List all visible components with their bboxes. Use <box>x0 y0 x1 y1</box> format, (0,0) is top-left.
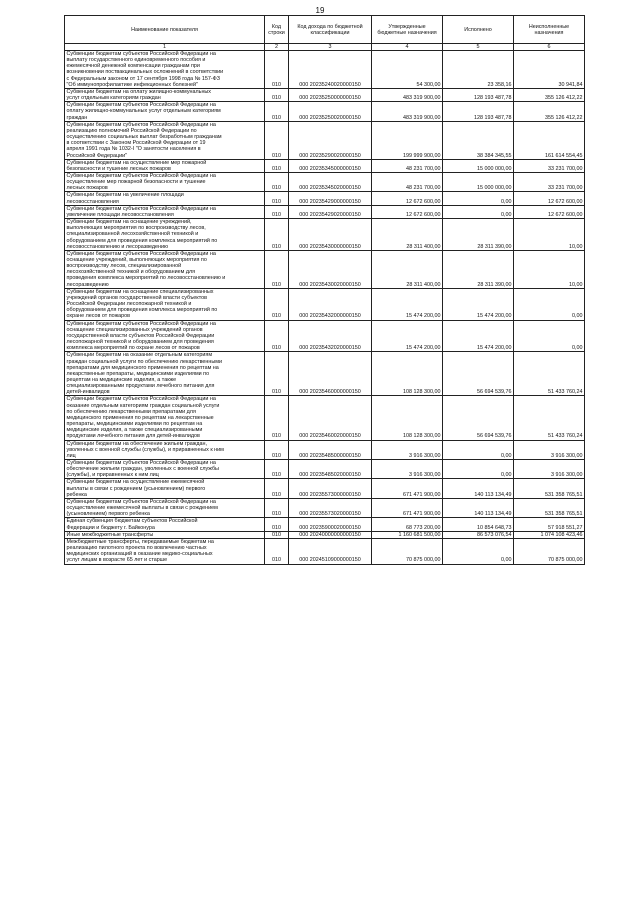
row-approved-cell: 12 672 600,00 <box>372 205 443 218</box>
row-name-cell: Межбюджетные трансферты, передаваемые бюджетам на реализацию пилотного проекта по вовлечению частных медицинских организаций в оказание медико-социальных услуг лицам в возрасте 65 лет и старше <box>65 538 265 564</box>
row-executed-cell: 28 311 390,00 <box>443 219 514 251</box>
table-row <box>65 538 585 564</box>
row-line-code-cell: 010 <box>265 172 289 191</box>
table-row <box>65 531 585 538</box>
row-line-code-cell: 010 <box>265 320 289 352</box>
row-line-code-cell: 010 <box>265 250 289 288</box>
row-line-code-cell: 010 <box>265 396 289 440</box>
row-income-code-cell: 000 20235573020000150 <box>289 498 372 517</box>
row-name-cell: Субвенции бюджетам на осуществление мер пожарной безопасности и тушение лесных пожаров <box>65 159 265 172</box>
row-name-cell: Иные межбюджетные трансферты <box>65 531 265 538</box>
row-unexecuted-cell: 3 916 300,00 <box>514 440 585 459</box>
row-executed-cell: 56 694 539,76 <box>443 396 514 440</box>
row-executed-cell: 0,00 <box>443 192 514 205</box>
row-executed-cell: 128 193 487,78 <box>443 102 514 121</box>
row-name-cell: Субвенции бюджетам субъектов Российской Федерации на оснащение учреждений, выполняющих мероприятия по воспроизводству лесов, специализированной лесохозяйственной техникой и оборудованием для проведения комплекса мероприятий по лесовосстановлению и лесоразведению <box>65 250 265 288</box>
table-row <box>65 460 585 479</box>
table-row <box>65 320 585 352</box>
row-approved-cell: 54 300,00 <box>372 51 443 89</box>
table-row <box>65 205 585 218</box>
row-unexecuted-cell: 51 433 760,24 <box>514 352 585 396</box>
table-row <box>65 88 585 101</box>
header-approved: Утвержденные бюджетные назначения <box>372 16 443 44</box>
row-executed-cell: 15 000 000,00 <box>443 159 514 172</box>
column-number: 5 <box>443 44 514 51</box>
row-income-code-cell: 000 20235250000000150 <box>289 88 372 101</box>
row-approved-cell: 48 231 700,00 <box>372 159 443 172</box>
row-name-cell: Субвенции бюджетам субъектов Российской Федерации на увеличение площади лесовосстановления <box>65 205 265 218</box>
table-row <box>65 250 585 288</box>
row-line-code-cell: 010 <box>265 352 289 396</box>
row-approved-cell: 108 128 300,00 <box>372 396 443 440</box>
row-income-code-cell: 000 20235485000000150 <box>289 440 372 459</box>
budget-execution-table <box>64 15 585 565</box>
row-line-code-cell: 010 <box>265 518 289 531</box>
table-row <box>65 102 585 121</box>
row-executed-cell: 15 474 200,00 <box>443 288 514 320</box>
row-income-code-cell: 000 20235485020000150 <box>289 460 372 479</box>
row-approved-cell: 3 916 300,00 <box>372 460 443 479</box>
row-income-code-cell: 000 20245109000000150 <box>289 538 372 564</box>
row-line-code-cell: 010 <box>265 219 289 251</box>
table-row <box>65 172 585 191</box>
row-name-cell: Субвенции бюджетам субъектов Российской Федерации на оснащение специализированных учреждений органов государственной власти субъектов Российской Федерации лесопожарной техникой и оборудованием для проведения комплекса мероприятий по охране лесов от пожаров <box>65 320 265 352</box>
row-line-code-cell: 010 <box>265 460 289 479</box>
row-unexecuted-cell: 10,00 <box>514 219 585 251</box>
table-row <box>65 440 585 459</box>
row-approved-cell: 483 319 900,00 <box>372 88 443 101</box>
column-number: 3 <box>289 44 372 51</box>
row-income-code-cell: 000 20235429000000150 <box>289 192 372 205</box>
row-executed-cell: 0,00 <box>443 538 514 564</box>
row-approved-cell: 671 471 900,00 <box>372 479 443 498</box>
row-unexecuted-cell: 161 614 554,45 <box>514 121 585 159</box>
row-approved-cell: 12 672 600,00 <box>372 192 443 205</box>
row-executed-cell: 56 694 539,76 <box>443 352 514 396</box>
row-name-cell: Субвенции бюджетам на увеличение площади лесовосстановления <box>65 192 265 205</box>
row-executed-cell: 140 113 134,49 <box>443 479 514 498</box>
row-line-code-cell: 010 <box>265 88 289 101</box>
table-row <box>65 121 585 159</box>
row-unexecuted-cell: 51 433 760,24 <box>514 396 585 440</box>
row-executed-cell: 23 358,16 <box>443 51 514 89</box>
row-executed-cell: 0,00 <box>443 440 514 459</box>
row-income-code-cell: 000 20235250020000150 <box>289 102 372 121</box>
row-name-cell: Субвенции бюджетам субъектов Российской Федерации на обеспечение жильем граждан, уволенных с военной службы (службы), и приравненных к ним лиц <box>65 460 265 479</box>
row-approved-cell: 15 474 200,00 <box>372 288 443 320</box>
row-approved-cell: 48 231 700,00 <box>372 172 443 191</box>
page-number: 19 <box>315 6 325 15</box>
row-approved-cell: 3 916 300,00 <box>372 440 443 459</box>
row-executed-cell: 86 573 076,54 <box>443 531 514 538</box>
row-unexecuted-cell: 10,00 <box>514 250 585 288</box>
row-line-code-cell: 010 <box>265 538 289 564</box>
row-line-code-cell: 010 <box>265 288 289 320</box>
column-number: 2 <box>265 44 289 51</box>
row-income-code-cell: 000 20235430000000150 <box>289 219 372 251</box>
row-name-cell: Субвенции бюджетам субъектов Российской Федерации на осуществление мер пожарной безопасности и тушение лесных пожаров <box>65 172 265 191</box>
header-name: Наименование показателя <box>65 16 265 44</box>
row-executed-cell: 10 854 648,73 <box>443 518 514 531</box>
row-approved-cell: 671 471 900,00 <box>372 498 443 517</box>
row-name-cell: Субвенции бюджетам на осуществление ежемесячной выплаты в связи с рождением (усыновлением) первого ребенка <box>65 479 265 498</box>
row-unexecuted-cell: 531 358 765,51 <box>514 479 585 498</box>
row-approved-cell: 108 128 300,00 <box>372 352 443 396</box>
row-executed-cell: 15 000 000,00 <box>443 172 514 191</box>
row-name-cell: Субвенции бюджетам на оказание отдельным категориям граждан социальной услуги по обеспечению лекарственными препаратами для медицинского применения по рецептам на лекарственные препараты, медицинскими изделиями по рецептам на медицинские изделия, а также специализированными продуктами лечебного питания для детей-инвалидов <box>65 352 265 396</box>
row-income-code-cell: 000 20235240020000150 <box>289 51 372 89</box>
row-approved-cell: 70 875 000,00 <box>372 538 443 564</box>
row-income-code-cell: 000 20235460000000150 <box>289 352 372 396</box>
row-income-code-cell: 000 20235460020000150 <box>289 396 372 440</box>
row-income-code-cell: 000 20235432000000150 <box>289 288 372 320</box>
row-name-cell: Субвенции бюджетам на оснащение специализированных учреждений органов государственной власти субъектов Российской Федерации лесопожарной техникой и оборудованием для проведения комплекса мероприятий по охране лесов от пожаров <box>65 288 265 320</box>
row-name-cell: Субвенции бюджетам субъектов Российской Федерации на осуществление ежемесячной выплаты в связи с рождением (усыновлением) первого ребенка <box>65 498 265 517</box>
table-row <box>65 479 585 498</box>
row-unexecuted-cell: 0,00 <box>514 288 585 320</box>
row-executed-cell: 28 311 390,00 <box>443 250 514 288</box>
row-name-cell: Субвенции бюджетам на обеспечение жильем граждан, уволенных с военной службы (службы), и приравненных к ним лиц <box>65 440 265 459</box>
row-unexecuted-cell: 12 672 600,00 <box>514 192 585 205</box>
row-unexecuted-cell: 0,00 <box>514 320 585 352</box>
row-line-code-cell: 010 <box>265 102 289 121</box>
row-line-code-cell: 010 <box>265 192 289 205</box>
row-unexecuted-cell: 531 358 765,51 <box>514 498 585 517</box>
row-executed-cell: 0,00 <box>443 460 514 479</box>
row-name-cell: Единая субвенция бюджетам субъектов Российской Федерации и бюджету г. Байконура <box>65 518 265 531</box>
row-name-cell: Субвенции бюджетам субъектов Российской Федерации на выплату государственного единовременного пособия и ежемесячной денежной компенсации гражданам при возникновении поствакцинальных осложнений в соответствии с Федеральным законом от 17 сентября 1998 года № 157-ФЗ "Об иммунопрофилактике инфекционных болезней" <box>65 51 265 89</box>
column-numbers-row <box>65 44 585 51</box>
row-approved-cell: 1 160 681 500,00 <box>372 531 443 538</box>
row-income-code-cell: 000 20235345020000150 <box>289 172 372 191</box>
row-income-code-cell: 000 20235430020000150 <box>289 250 372 288</box>
header-executed: Исполнено <box>443 16 514 44</box>
row-approved-cell: 28 311 400,00 <box>372 219 443 251</box>
row-income-code-cell: 000 20240000000000150 <box>289 531 372 538</box>
header-line-code: Код строки <box>265 16 289 44</box>
row-line-code-cell: 010 <box>265 531 289 538</box>
table-row <box>65 288 585 320</box>
row-line-code-cell: 010 <box>265 440 289 459</box>
row-income-code-cell: 000 20235432020000150 <box>289 320 372 352</box>
row-unexecuted-cell: 3 916 300,00 <box>514 460 585 479</box>
table-row <box>65 498 585 517</box>
table-row <box>65 518 585 531</box>
row-line-code-cell: 010 <box>265 205 289 218</box>
row-name-cell: Субвенции бюджетам субъектов Российской Федерации на оказание отдельным категориям граждан социальной услуги по обеспечению лекарственными препаратами для медицинского применения по рецептам на лекарственные препараты, медицинскими изделиями по рецептам на медицинские изделия, а также специализированными продуктами лечебного питания для детей-инвалидов <box>65 396 265 440</box>
table-row <box>65 352 585 396</box>
table-row <box>65 192 585 205</box>
row-income-code-cell: 000 20235573000000150 <box>289 479 372 498</box>
row-approved-cell: 28 311 400,00 <box>372 250 443 288</box>
table-row <box>65 51 585 89</box>
row-line-code-cell: 010 <box>265 51 289 89</box>
row-income-code-cell: 000 20235429020000150 <box>289 205 372 218</box>
row-name-cell: Субвенции бюджетам на оплату жилищно-коммунальных услуг отдельным категориям граждан <box>65 88 265 101</box>
row-unexecuted-cell: 70 875 000,00 <box>514 538 585 564</box>
row-executed-cell: 128 193 487,78 <box>443 88 514 101</box>
row-line-code-cell: 010 <box>265 159 289 172</box>
header-unexecuted: Неисполненные назначения <box>514 16 585 44</box>
row-unexecuted-cell: 33 231 700,00 <box>514 159 585 172</box>
header-income-code: Код дохода по бюджетной классификации <box>289 16 372 44</box>
row-unexecuted-cell: 33 231 700,00 <box>514 172 585 191</box>
row-unexecuted-cell: 30 941,84 <box>514 51 585 89</box>
row-name-cell: Субвенции бюджетам субъектов Российской Федерации на оплату жилищно-коммунальных услуг отдельным категориям граждан <box>65 102 265 121</box>
row-executed-cell: 15 474 200,00 <box>443 320 514 352</box>
table-row <box>65 219 585 251</box>
row-unexecuted-cell: 12 672 600,00 <box>514 205 585 218</box>
row-unexecuted-cell: 355 126 412,22 <box>514 102 585 121</box>
row-line-code-cell: 010 <box>265 498 289 517</box>
row-name-cell: Субвенции бюджетам субъектов Российской Федерации на реализацию полномочий Российской Федерации по осуществлению социальных выплат безработным гражданам в соответствии с Законом Российской Федерации от 19 апреля 1991 года № 1032-I "О занятости населения в Российской Федерации" <box>65 121 265 159</box>
row-approved-cell: 15 474 200,00 <box>372 320 443 352</box>
row-income-code-cell: 000 20235345000000150 <box>289 159 372 172</box>
table-row <box>65 159 585 172</box>
column-number: 4 <box>372 44 443 51</box>
column-number: 6 <box>514 44 585 51</box>
table-row <box>65 396 585 440</box>
row-approved-cell: 483 319 900,00 <box>372 102 443 121</box>
row-line-code-cell: 010 <box>265 479 289 498</box>
row-name-cell: Субвенции бюджетам на оснащение учреждений, выполняющих мероприятия по воспроизводству лесов, специализированной лесохозяйственной техникой и оборудованием для проведения комплекса мероприятий по лесовосстановлению и лесоразведению <box>65 219 265 251</box>
table-header-row <box>65 16 585 44</box>
row-executed-cell: 0,00 <box>443 205 514 218</box>
row-unexecuted-cell: 57 918 551,27 <box>514 518 585 531</box>
row-approved-cell: 68 773 200,00 <box>372 518 443 531</box>
row-executed-cell: 140 113 134,49 <box>443 498 514 517</box>
column-number: 1 <box>65 44 265 51</box>
row-income-code-cell: 000 20235900020000150 <box>289 518 372 531</box>
row-line-code-cell: 010 <box>265 121 289 159</box>
row-income-code-cell: 000 20235290020000150 <box>289 121 372 159</box>
row-unexecuted-cell: 1 074 108 423,46 <box>514 531 585 538</box>
row-unexecuted-cell: 355 126 412,22 <box>514 88 585 101</box>
row-approved-cell: 199 999 900,00 <box>372 121 443 159</box>
row-executed-cell: 38 384 345,55 <box>443 121 514 159</box>
